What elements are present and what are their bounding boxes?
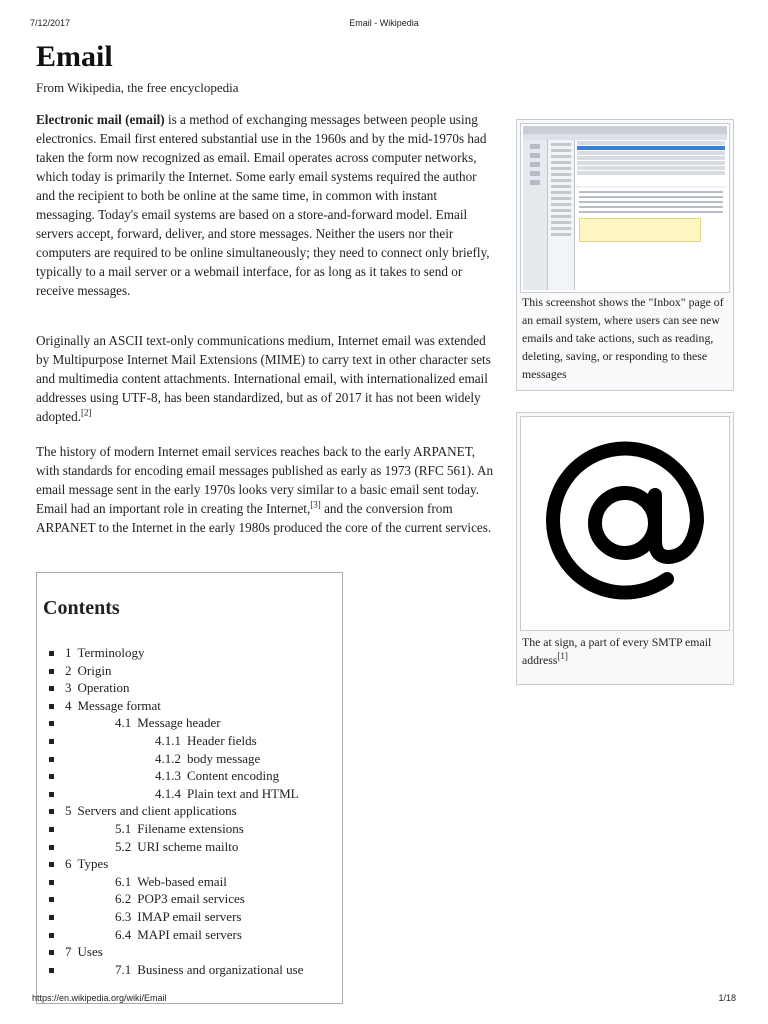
page-subtitle: From Wikipedia, the free encyclopedia [36,80,239,95]
toc-item-label[interactable]: Content encoding [187,768,280,784]
reference-link-2[interactable]: [2] [81,407,92,418]
reference-link-1[interactable]: [1] [557,651,568,662]
bullet-icon [49,809,54,814]
print-url: https://en.wikipedia.org/wiki/Email [32,993,167,1003]
toc-item-label[interactable]: Message header [137,715,221,731]
paragraph-history-text-b: and the conversion from ARPANET to the Internet in the early 1980s produced the core of the current services. [36,501,492,535]
screenshot-caption: This screenshot shows the "Inbox" page of an email system, where users can see new emails and take actions, such as reading, deleting, saving, or responding to these messages [522,295,724,381]
toc-item[interactable] [65,802,303,820]
table-of-contents [36,572,343,1004]
print-page-title: Email - Wikipedia [349,18,419,28]
paragraph-intro-text: is a method of exchanging messages between people using electronics. Email first entered substantial use in the 1960s and by the mid-1970s had taken the form now recognized as email. Email operates across computer networks, which today is primarily the Internet. Some early email systems required the author and the recipient to both be online at the same time, in common with instant messaging. Today's email systems are based on a store-and-forward model. Email servers accept, forward, deliver, and store messages. Neither the users nor their computers are required to be online simultaneously; they need to connect only briefly, typically to a mail server or a webmail interface, for as long as it takes to send or receive messages. [36,112,490,298]
toc-list [65,644,303,978]
toc-item[interactable] [65,644,303,662]
toc-item-number: 2 [65,662,72,678]
toc-item-number: 3 [65,680,72,696]
toc-item[interactable] [65,785,303,803]
toc-item-label[interactable]: body message [187,750,261,766]
toc-item-number: 4 [65,697,72,713]
toc-item-number: 4.1.3 [155,768,181,784]
toc-item[interactable] [65,732,303,750]
bullet-icon [49,721,54,726]
toc-item-label[interactable]: MAPI email servers [137,926,242,942]
bullet-icon [49,739,54,744]
toc-item[interactable] [65,961,303,979]
bullet-icon [49,669,54,674]
bullet-icon [49,757,54,762]
bullet-icon [49,897,54,902]
toc-item[interactable] [65,820,303,838]
toc-item-label[interactable]: IMAP email servers [137,908,242,924]
toc-item[interactable] [65,873,303,891]
toc-item-number: 1 [65,645,72,660]
email-client-screenshot [523,126,727,290]
at-sign-figure [516,412,734,685]
at-sign-caption [522,633,728,669]
toc-item-number: 4.1.1 [155,732,181,748]
lead-term: Electronic mail (email) [36,112,165,127]
toc-item-label[interactable]: Uses [77,944,103,960]
toc-item-label[interactable]: Servers and client applications [77,803,237,819]
toc-item[interactable] [65,714,303,732]
print-date: 7/12/2017 [30,18,71,28]
paragraph-history-text-a: The history of modern Internet email services reaches back to the early ARPANET, with standards for encoding email messages published as early as 1973 (RFC 561). An email message sent in the early 1970s looks very similar to a basic email sent today. Email had an important role in creating the Internet, [36,444,494,516]
toc-item-label[interactable]: Business and organizational use [137,961,304,977]
screenshot-image-frame[interactable] [520,123,730,293]
toc-item-label[interactable]: Origin [77,662,112,678]
toc-item[interactable] [65,838,303,856]
toc-item-number: 6.3 [115,908,132,924]
toc-item-number: 5.2 [115,838,132,854]
toc-item-label[interactable]: Header fields [187,732,257,748]
bullet-icon [49,651,54,656]
toc-item-number: 6.4 [115,926,132,942]
at-sign-caption-text: The at sign, a part of every SMTP email address [522,635,712,667]
toc-item[interactable] [65,679,303,697]
toc-item-number: 5 [65,803,72,819]
toc-item[interactable] [65,767,303,785]
toc-item[interactable] [65,750,303,768]
toc-item-number: 4.1.2 [155,750,181,766]
bullet-icon [49,845,54,850]
bullet-icon [49,915,54,920]
print-page-number: 1/18 [718,993,736,1003]
paragraph-mime-text: Originally an ASCII text-only communications medium, Internet email was extended by Multipurpose Internet Mail Extensions (MIME) to carry text in other character sets and multimedia content attachments. International email, with internationalized email addresses using UTF-8, has been standardized, but as of 2017 it has not been widely adopted. [36,333,491,424]
bullet-icon [49,774,54,779]
page-title: Email [36,40,113,73]
toc-item-label[interactable]: URI scheme mailto [137,838,239,854]
toc-item-number: 7.1 [115,961,132,977]
toc-item-number: 4.1.4 [155,785,181,801]
at-sign-image-frame[interactable] [520,416,730,631]
toc-item-number: 6.2 [115,891,132,907]
toc-item-label[interactable]: Types [77,856,109,872]
toc-heading: Contents [43,597,120,619]
toc-item-number: 6 [65,856,72,872]
toc-item-label[interactable]: Terminology [77,645,145,660]
toc-item-label[interactable]: Filename extensions [137,820,244,836]
bullet-icon [49,792,54,797]
bullet-icon [49,827,54,832]
toc-item[interactable] [65,926,303,944]
toc-item-label[interactable]: Operation [77,680,130,696]
paragraph-mime [36,331,498,426]
bullet-icon [49,968,54,973]
toc-item-label[interactable]: Plain text and HTML [187,785,299,801]
toc-item-number: 7 [65,944,72,960]
toc-item[interactable] [65,697,303,715]
toc-item-number: 6.1 [115,873,132,889]
toc-item[interactable] [65,855,303,873]
reference-link-3[interactable]: [3] [310,499,321,510]
bullet-icon [49,862,54,867]
toc-item-label[interactable]: POP3 email services [137,891,245,907]
toc-item-number: 5.1 [115,820,132,836]
toc-item[interactable] [65,662,303,680]
toc-item[interactable] [65,943,303,961]
toc-item-label[interactable]: Message format [77,697,161,713]
bullet-icon [49,950,54,955]
toc-item-number: 4.1 [115,715,132,731]
bullet-icon [49,686,54,691]
toc-item[interactable] [65,908,303,926]
bullet-icon [49,933,54,938]
toc-item[interactable] [65,890,303,908]
bullet-icon [49,880,54,885]
bullet-icon [49,704,54,709]
toc-item-label[interactable]: Web-based email [137,873,227,889]
paragraph-history [36,442,498,537]
paragraph-intro [36,110,498,300]
screenshot-figure [516,119,734,391]
at-sign-icon [521,417,729,630]
